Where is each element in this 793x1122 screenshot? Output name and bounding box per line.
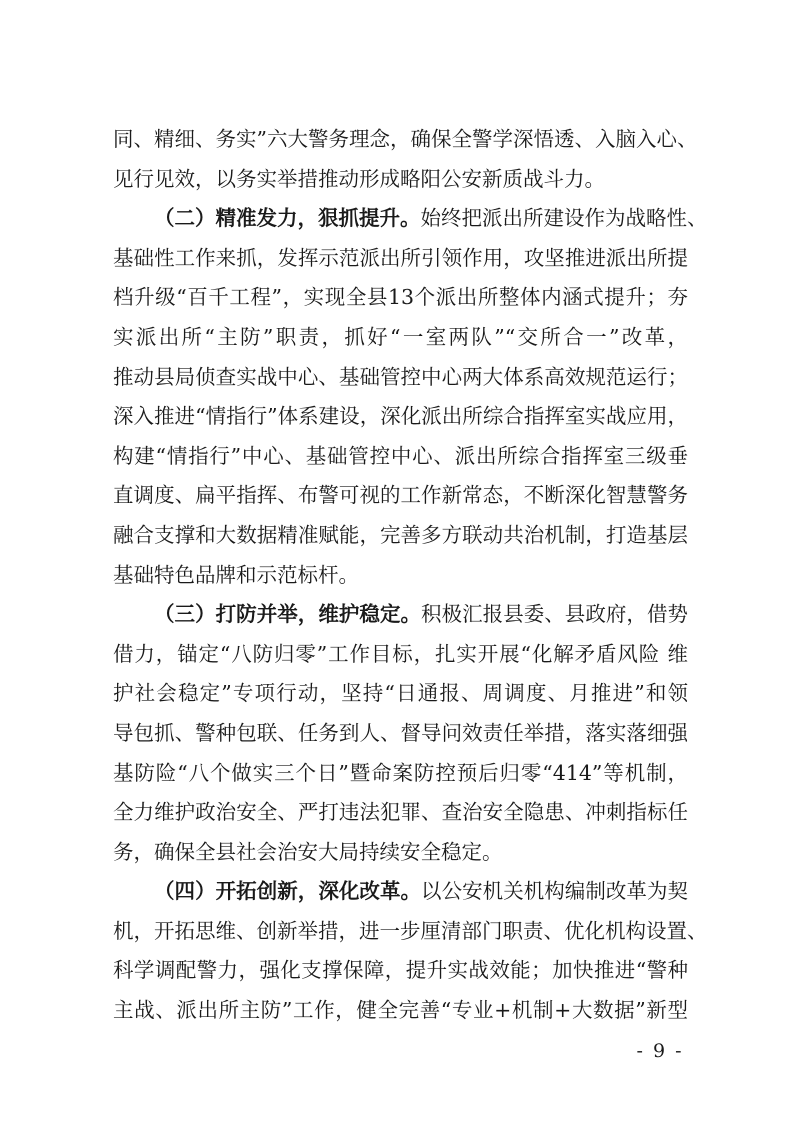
page-number: - 9 - [636,1040,684,1062]
text-line: 同、精细、务实”六大警务理念，确保全警学深悟透、入脑入心、 [113,127,698,151]
text-line: 主战、派出所主防”工作，健全完善“专业+机制+大数据”新型 [113,998,688,1023]
text-line: 导包抓、警种包联、任务到人、督导问效责任举措，落实落细强 [113,720,688,745]
section-3-intro: 积极汇报县委、县政府，借势 [421,602,689,627]
section-4-intro: 以公安机关机构编制改革为契 [421,879,689,904]
text-line: 科学调配警力，强化支撑保障，提升实战效能；加快推进“警种 [113,958,688,983]
text-line: 护社会稳定”专项行动，坚持“日通报、周调度、月推进”和领 [113,681,688,706]
text-line: 构建“情指行”中心、基础管控中心、派出所综合指挥室三级垂 [113,443,688,468]
section-3-heading: （三）打防并举，维护稳定。 [154,602,422,627]
text-line: 基础特色品牌和示范标杆。 [113,562,359,587]
section-2-heading: （二）精准发力，狠抓提升。 [154,206,421,231]
text-line: 融合支撑和大数据精准赋能，完善多方联动共治机制，打造基层 [113,522,688,547]
text-line: 档升级“百千工程”，实现全县13个派出所整体内涵式提升；夯 [113,285,688,310]
section-2-first-line [113,199,708,239]
text-line: 见行见效，以务实举措推动形成略阳公安新质战斗力。 [113,166,605,191]
text-line: 基础性工作来抓，发挥示范派出所引领作用，攻坚推进派出所提 [113,245,688,270]
text-line: 推动县局侦查实战中心、基础管控中心两大体系高效规范运行； [113,364,688,389]
section-4-heading: （四）开拓创新，深化改革。 [154,879,422,904]
text-line: 基防险“八个做实三个日”暨命案防控预后归零“414”等机制， [113,760,688,785]
section-4-first-line [113,872,688,912]
text-line: 机，开拓思维、创新举措，进一步厘清部门职责、优化机构设置、 [113,918,708,943]
text-line: 全力维护政治安全、严打违法犯罪、查治安全隐患、冲刺指标任 [113,800,688,825]
text-line: 实派出所“主防”职责，抓好“一室两队”“交所合一”改革， [113,324,688,349]
text-line: 借力，锚定“八防归零”工作目标，扎实开展“化解矛盾风险 维 [113,641,688,666]
text-line: 深入推进“情指行”体系建设，深化派出所综合指挥室实战应用， [113,404,688,429]
section-2-intro: 始终把派出所建设作为战略性、 [420,206,708,231]
text-line: 务，确保全县社会治安大局持续安全稳定。 [113,839,503,864]
section-3-first-line [113,595,688,635]
body-text [113,120,708,1031]
text-line: 直调度、扁平指挥、布警可视的工作新常态，不断深化智慧警务 [113,483,688,508]
